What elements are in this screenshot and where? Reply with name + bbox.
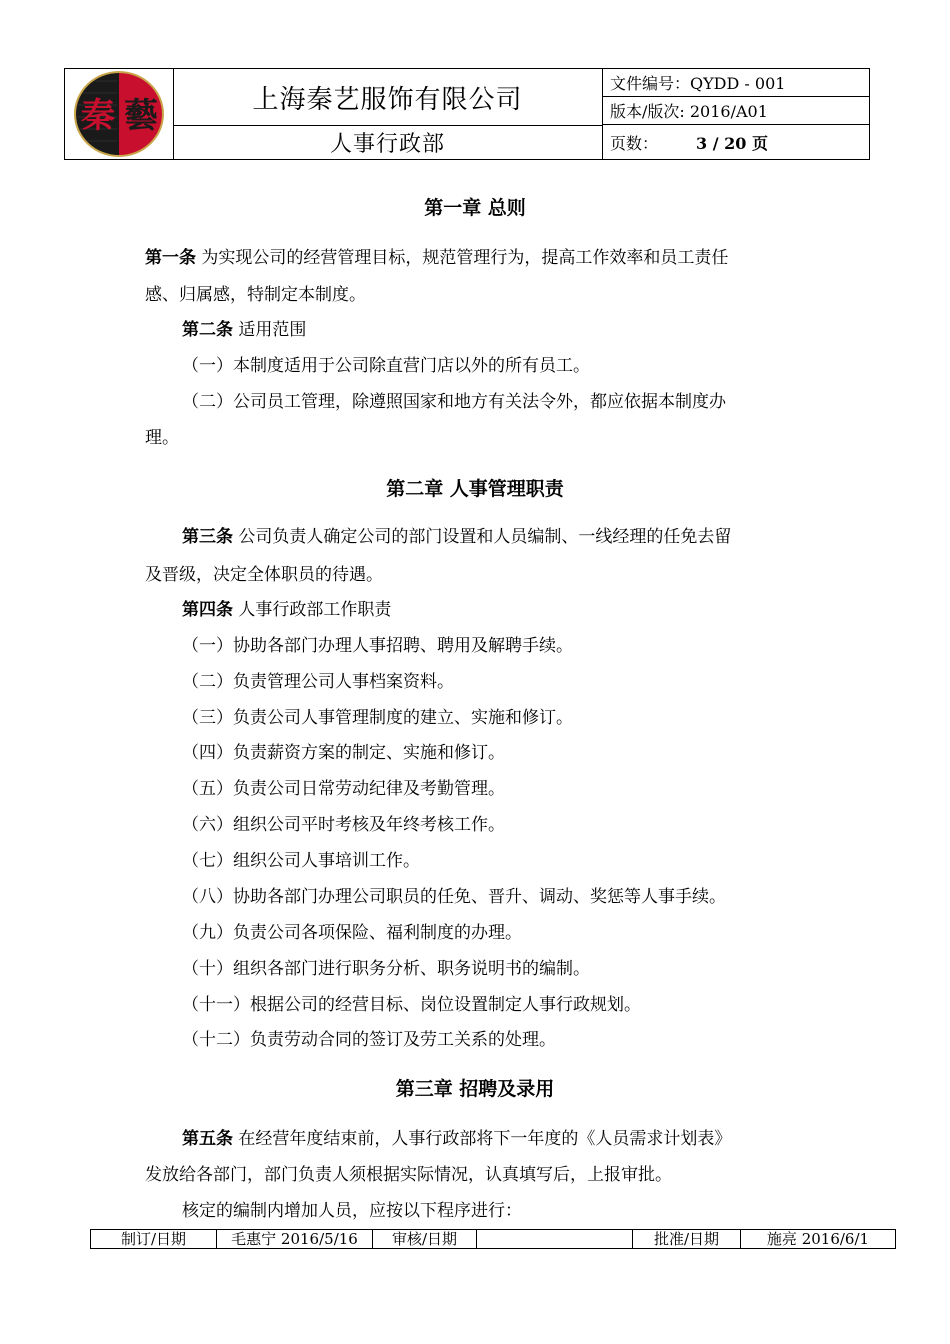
company-name: 上海秦艺服饰有限公司 xyxy=(173,69,603,126)
duty-item: （九）负责公司各项保险、福利制度的办理。 xyxy=(182,923,522,943)
article-1-line-2: 感、归属感，特制定本制度。 xyxy=(145,285,366,305)
page-count xyxy=(602,125,869,159)
approved-label: 批准/日期 xyxy=(633,1230,741,1248)
duty-item: （八）协助各部门办理公司职员的任免、晋升、调动、奖惩等人事手续。 xyxy=(182,887,726,907)
department-name: 人事行政部 xyxy=(173,125,603,159)
article-3-text: 公司负责人确定公司的部门设置和人员编制、一线经理的任免去留 xyxy=(233,527,732,547)
article-3-line-2: 及晋级，决定全体职员的待遇。 xyxy=(145,565,383,585)
article-3-label: 第三条 xyxy=(182,527,233,547)
drafted-label: 制订/日期 xyxy=(91,1230,217,1248)
logo-char-right: 藝 xyxy=(124,96,158,136)
article-5-line-1 xyxy=(182,1129,731,1149)
document-version: 版本/版次: 2016/A01 xyxy=(602,97,869,125)
article-2-item-1: （一）本制度适用于公司除直营门店以外的所有员工。 xyxy=(182,356,590,376)
article-2-item-2-line-2: 理。 xyxy=(145,428,179,448)
article-3-line-1 xyxy=(182,527,731,547)
document-header xyxy=(64,68,870,160)
company-logo-icon xyxy=(71,71,167,157)
approved-value: 施亮 2016/6/1 xyxy=(766,1230,870,1248)
page-count-value: 3 / 20 页 xyxy=(696,133,768,153)
approval-footer xyxy=(90,1229,896,1249)
article-4-text: 人事行政部工作职责 xyxy=(233,600,392,620)
article-5-line-3: 核定的编制内增加人员，应按以下程序进行： xyxy=(182,1201,522,1221)
duty-item: （三）负责公司人事管理制度的建立、实施和修订。 xyxy=(182,708,573,728)
article-1-label: 第一条 xyxy=(145,248,196,268)
reviewed-label: 审核/日期 xyxy=(373,1230,477,1248)
duty-item: （十）组织各部门进行职务分析、职务说明书的编制。 xyxy=(182,959,590,979)
duty-item: （十一）根据公司的经营目标、岗位设置制定人事行政规划。 xyxy=(182,995,641,1015)
article-2-label: 第二条 xyxy=(182,320,233,340)
article-4 xyxy=(182,600,391,620)
logo-char-left: 秦 xyxy=(81,96,115,136)
article-1-line-1 xyxy=(145,248,728,268)
article-5-line-2: 发放给各部门，部门负责人须根据实际情况，认真填写后，上报审批。 xyxy=(145,1165,672,1185)
duty-item: （十二）负责劳动合同的签订及劳工关系的处理。 xyxy=(182,1030,556,1050)
article-5-text: 在经营年度结束前，人事行政部将下一年度的《人员需求计划表》 xyxy=(233,1129,732,1149)
reviewed-value xyxy=(477,1230,633,1248)
article-2-text: 适用范围 xyxy=(233,320,307,340)
duty-item: （六）组织公司平时考核及年终考核工作。 xyxy=(182,815,505,835)
article-4-label: 第四条 xyxy=(182,600,233,620)
duty-item: （一）协助各部门办理人事招聘、聘用及解聘手续。 xyxy=(182,636,573,656)
chapter-2-title: 第二章 人事管理职责 xyxy=(386,478,564,500)
article-2-item-2-line-1: （二）公司员工管理，除遵照国家和地方有关法令外，都应依据本制度办 xyxy=(182,392,726,412)
page-count-label: 页数： xyxy=(610,133,659,153)
document-number: 文件编号：QYDD - 001 xyxy=(602,69,869,97)
duty-item: （五）负责公司日常劳动纪律及考勤管理。 xyxy=(182,779,505,799)
article-1-text: 为实现公司的经营管理目标，规范管理行为，提高工作效率和员工责任 xyxy=(196,248,729,268)
article-2 xyxy=(182,320,306,340)
logo-cell xyxy=(65,69,174,159)
chapter-1-title: 第一章 总则 xyxy=(424,197,526,219)
article-5-label: 第五条 xyxy=(182,1129,233,1149)
duty-item: （二）负责管理公司人事档案资料。 xyxy=(182,672,454,692)
drafted-value: 毛惠宁 2016/5/16 xyxy=(217,1230,373,1248)
duty-item: （七）组织公司人事培训工作。 xyxy=(182,851,420,871)
chapter-3-title: 第三章 招聘及录用 xyxy=(395,1078,555,1100)
duty-item: （四）负责薪资方案的制定、实施和修订。 xyxy=(182,743,505,763)
